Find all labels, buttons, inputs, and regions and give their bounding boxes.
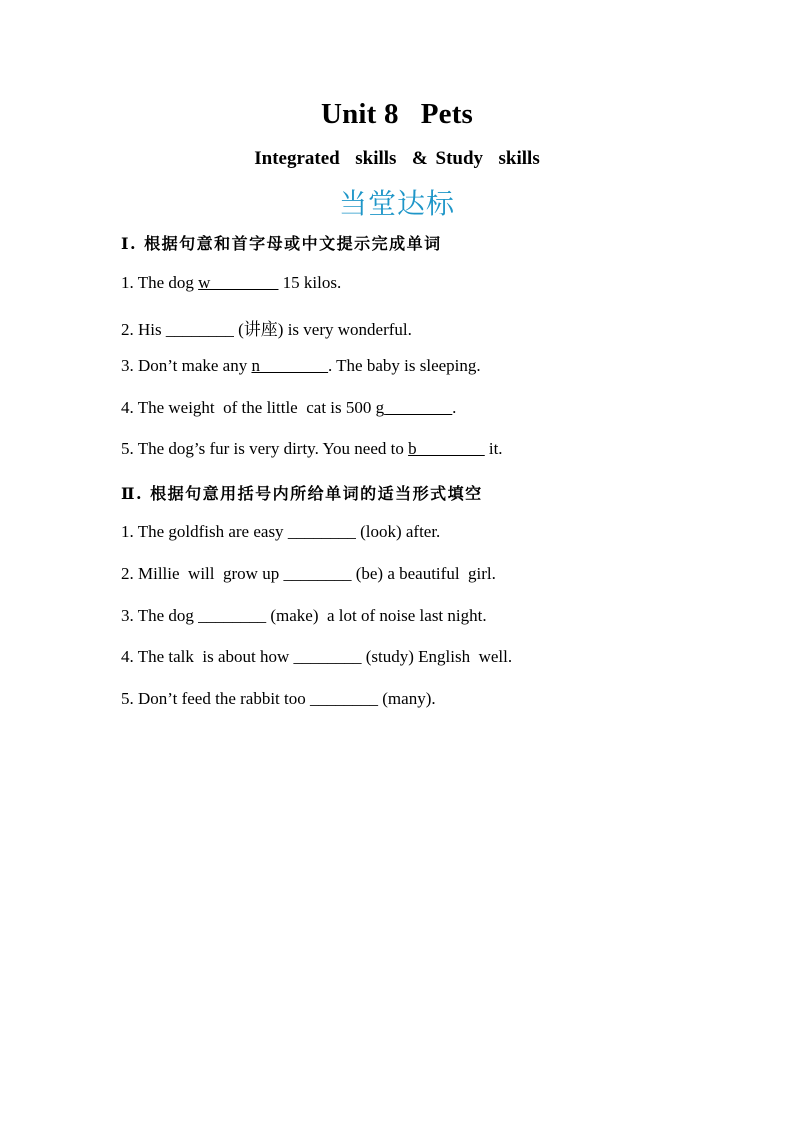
- exercise-2-1: [121, 522, 440, 542]
- exercise-2-5: [121, 689, 436, 709]
- answer-blank[interactable]: ________: [293, 647, 362, 666]
- sentence-end: .: [452, 398, 457, 417]
- answer-blank[interactable]: g________: [375, 398, 453, 417]
- sentence-start: 1. The dog: [121, 273, 199, 292]
- sentence-end: (look) after.: [355, 522, 441, 541]
- sentence-end: (study) English well.: [361, 647, 513, 666]
- sentence-start: 2. Millie will grow up: [121, 564, 284, 583]
- sentence-end: 15 kilos.: [278, 273, 342, 292]
- exercise-2-3: [121, 606, 487, 626]
- sentence-end: (many).: [378, 689, 436, 708]
- sentence-start: 5. The dog’s fur is very dirty. You need to: [121, 439, 409, 458]
- sentence-end: it.: [484, 439, 503, 458]
- page-subtitle: Integrated skills & Study skills: [254, 148, 540, 169]
- answer-blank[interactable]: n________: [251, 356, 328, 375]
- section-banner: 当堂达标: [338, 187, 455, 220]
- answer-blank[interactable]: ________: [198, 606, 267, 625]
- exercise-2-2: [121, 564, 496, 584]
- exercise-1-2: [121, 315, 412, 340]
- exercise-2-4: [121, 647, 512, 667]
- unit-topic: Pets: [420, 98, 474, 130]
- exercise-1-5: [121, 439, 503, 459]
- sentence-start: 2. His: [121, 320, 166, 339]
- exercise-1-3: [121, 356, 481, 376]
- sentence-end: (讲座) is very wonderful.: [233, 320, 412, 339]
- sentence-end: . The baby is sleeping.: [327, 356, 481, 375]
- answer-blank[interactable]: ________: [283, 564, 352, 583]
- section-2-title: Ⅱ. 根据句意用括号内所给单词的适当形式填空: [121, 484, 483, 503]
- page-title: [0, 98, 794, 131]
- sentence-start: 4. The weight of the little cat is 500: [121, 398, 376, 417]
- answer-blank[interactable]: ________: [165, 320, 234, 339]
- answer-blank[interactable]: ________: [310, 689, 379, 708]
- answer-blank[interactable]: ________: [287, 522, 356, 541]
- answer-blank[interactable]: b________: [408, 439, 485, 458]
- sentence-start: 3. Don’t make any: [121, 356, 252, 375]
- sentence-start: 3. The dog: [121, 606, 199, 625]
- unit-label: Unit 8: [320, 98, 399, 130]
- sentence-end: (be) a beautiful girl.: [351, 564, 496, 583]
- exercise-1-4: [121, 398, 456, 418]
- sentence-start: 4. The talk is about how: [121, 647, 294, 666]
- sentence-end: (make) a lot of noise last night.: [266, 606, 487, 625]
- sentence-start: 5. Don’t feed the rabbit too: [121, 689, 311, 708]
- sentence-start: 1. The goldfish are easy: [121, 522, 288, 541]
- answer-blank[interactable]: w________: [198, 273, 279, 292]
- exercise-1-1: [121, 273, 341, 293]
- section-1-title: Ⅰ. 根据句意和首字母或中文提示完成单词: [121, 234, 442, 253]
